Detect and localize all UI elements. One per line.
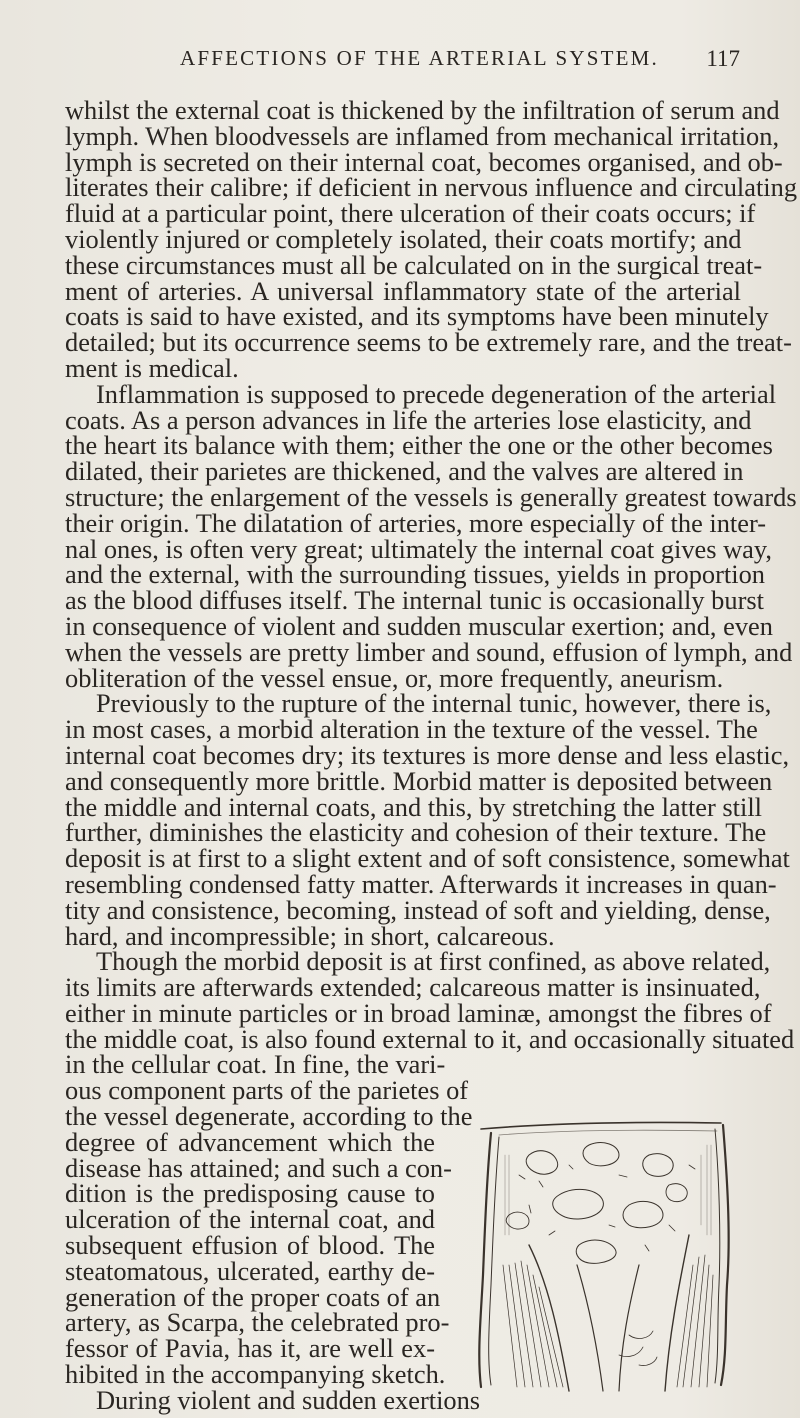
text-line: the middle and internal coats, and this, by stretching the latter still [65, 791, 762, 822]
text-line: hard, and incompressible; in short, calcareous. [65, 920, 555, 951]
text-line: fessor of Pavia, has it, are well ex- [65, 1333, 435, 1364]
text-line: Inflammation is supposed to precede degeneration of the arterial [96, 378, 777, 409]
text-line: these circumstances must all be calculated on in the surgical treat- [65, 249, 763, 280]
text-line: ulceration of the internal coat, and [65, 1204, 435, 1235]
text-line: in most cases, a morbid alteration in the texture of the vessel. The [65, 714, 758, 745]
text-line: when the vessels are pretty limber and sound, effusion of lymph, and [65, 636, 793, 667]
text-line: nal ones, is often very great; ultimately the internal coat gives way, [65, 533, 772, 564]
text-line: internal coat becomes dry; its textures is more dense and less elastic, [65, 739, 790, 770]
running-title: AFFECTIONS OF THE ARTERIAL SYSTEM. [180, 46, 659, 70]
text-line: either in minute particles or in broad laminæ, amongst the fibres of [65, 997, 772, 1028]
text-line: hibited in the accompanying sketch. [65, 1359, 446, 1390]
running-header [180, 46, 740, 76]
text-line: coats is said to have existed, and its symptoms have been minutely [65, 301, 769, 332]
text-line: disease has attained; and such a con- [65, 1152, 452, 1183]
text-line: literates their calibre; if deficient in nervous influence and circulating [65, 172, 798, 203]
text-line: lymph is secreted on their internal coat, becomes organised, and ob- [65, 146, 783, 177]
text-line: violently injured or completely isolated, their coats mortify; and [65, 223, 742, 254]
text-line: Previously to the rupture of the internal tunic, however, there is, [96, 688, 772, 719]
text-line: dilated, their parietes are thickened, and the valves are altered in [65, 456, 744, 487]
text-line: fluid at a particular point, there ulceration of their coats occurs; if [65, 198, 756, 229]
text-line: as the blood diffuses itself. The internal tunic is occasionally burst [65, 585, 764, 616]
text-line: further, diminishes the elasticity and cohesion of their texture. The [65, 817, 767, 848]
text-line: ment is medical. [65, 352, 239, 383]
text-line: the heart its balance with them; either the one or the other becomes [65, 430, 773, 461]
text-line: structure; the enlargement of the vessels is generally greatest towards [65, 481, 797, 512]
text-line: ous component parts of the parietes of [65, 1075, 469, 1106]
text-line: subsequent effusion of blood. The [65, 1230, 435, 1261]
text-line: obliteration of the vessel ensue, or, more frequently, aneurism. [65, 662, 724, 693]
text-line: generation of the proper coats of an [65, 1281, 441, 1312]
text-line: During violent and sudden exertions [96, 1384, 481, 1415]
text-line: dition is the predisposing cause to [65, 1178, 435, 1209]
text-line: the middle coat, is also found external to it, and occasionally situated [65, 1023, 795, 1054]
text-line: and the external, with the surrounding tissues, yields in proportion [65, 559, 765, 590]
text-line: its limits are afterwards extended; calcareous matter is insinuated, [65, 972, 761, 1003]
text-line: tity and consistence, becoming, instead of soft and yielding, dense, [65, 894, 771, 925]
artery-sketch-illustration [469, 1115, 744, 1393]
text-line: coats. As a person advances in life the arteries lose elasticity, and [65, 404, 752, 435]
text-line: steatomatous, ulcerated, earthy de- [65, 1255, 435, 1286]
artery-sketch-figure [469, 1115, 744, 1393]
text-line: ment of arteries. A universal inflammatory state of the arterial [65, 275, 741, 306]
text-line: their origin. The dilatation of arteries, more especially of the inter- [65, 507, 767, 538]
text-line: artery, as Scarpa, the celebrated pro- [65, 1307, 450, 1338]
text-line: in consequence of violent and sudden muscular exertion; and, even [65, 610, 773, 641]
text-line: degree of advancement which the [65, 1126, 435, 1157]
text-line: and consequently more brittle. Morbid matter is deposited between [65, 765, 773, 796]
text-line: whilst the external coat is thickened by the infiltration of serum and [65, 95, 780, 125]
text-line: the vessel degenerate, according to the [65, 1101, 473, 1132]
text-line: lymph. When bloodvessels are inflamed from mechanical irritation, [65, 120, 780, 151]
page-number: 117 [706, 46, 740, 71]
text-line: Though the morbid deposit is at first confined, as above related, [96, 946, 771, 977]
text-line: detailed; but its occurrence seems to be extremely rare, and the treat- [65, 327, 792, 358]
text-line: resembling condensed fatty matter. Afterwards it increases in quan- [65, 868, 777, 899]
text-line: in the cellular coat. In fine, the vari- [65, 1049, 446, 1080]
text-line: deposit is at first to a slight extent and of soft consistence, somewhat [65, 843, 790, 874]
